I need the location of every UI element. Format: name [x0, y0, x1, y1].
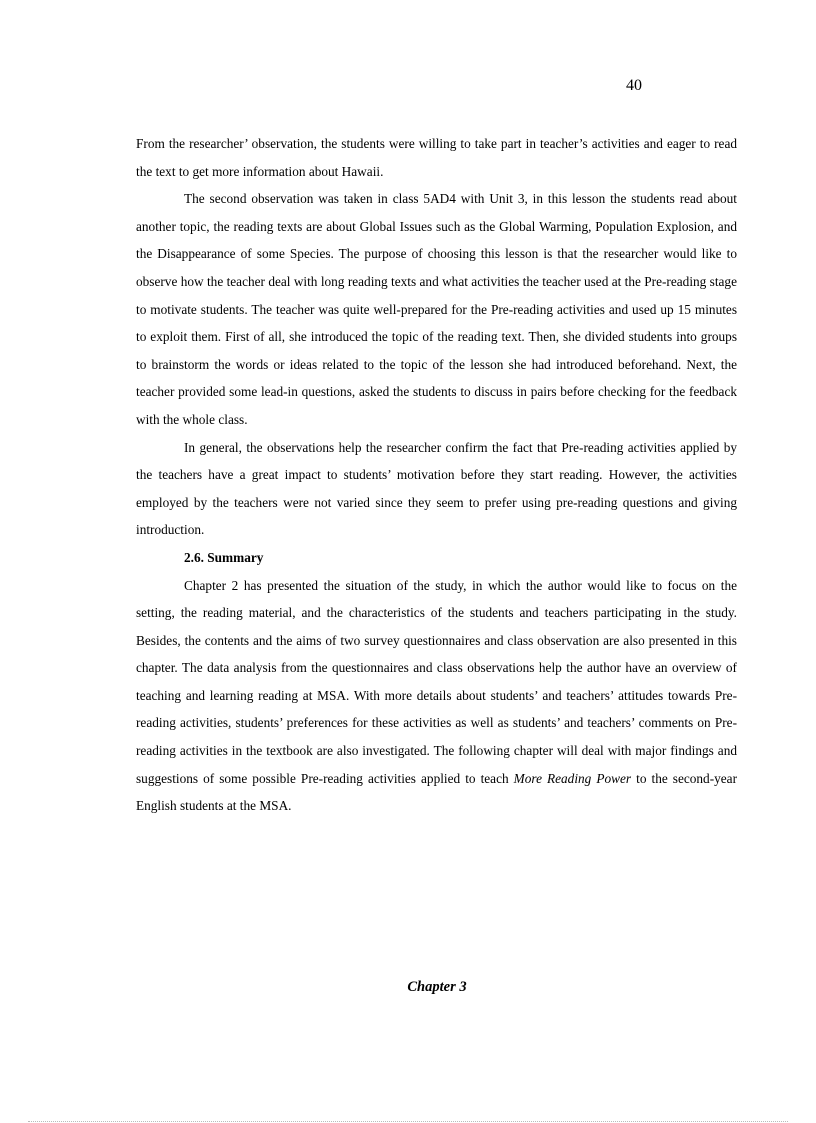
paragraph-general-conclusion: In general, the observations help the researcher confirm the fact that Pre-reading activities applied by the teachers have a great impact to students’ motivation before they start reading. However, the activities employed by the teachers were not varied since they seem to prefer using pre-reading questions and giving introduction. [136, 439, 737, 538]
paragraph-second-observation: The second observation was taken in class 5AD4 with Unit 3, in this lesson the students read about another topic, the reading texts are about Global Issues such as the Global Warming, Population Explosion, and the Disappearance of some Species. The purpose of choosing this lesson is that the researcher would like to observe how the teacher deal with long reading texts and what activities the teacher used at the Pre-reading stage to motivate students. The teacher was quite well-prepared for the Pre-reading activities and used up 15 minutes to exploit them. First of all, she introduced the topic of the reading text. Then, she divided students into groups to brainstorm the words or ideas related to the topic of the lesson she had introduced beforehand. Next, the teacher provided some lead-in questions, asked the students to discuss in pairs before checking for the feedback with the whole class. [136, 191, 737, 427]
page-number: 40 [626, 77, 642, 94]
page-bottom-rule [28, 1121, 788, 1122]
body-text [136, 130, 737, 820]
book-title: More Reading Power [513, 770, 632, 786]
chapter-title: Chapter 3 [407, 979, 467, 995]
paragraph-chapter-summary [136, 572, 737, 820]
summary-text-end: to the second-year English students at the MSA. [136, 770, 738, 814]
section-heading: 2.6. Summary [184, 549, 264, 565]
summary-text-start: Chapter 2 has presented the situation of the study, in which the author would like to focus on the setting, the reading material, and the characteristics of the students and teachers participating in the study. Besides, the contents and the aims of two survey questionnaires and class observation are also presented in this chapter. The data analysis from the questionnaires and class observations help the author have an overview of teaching and learning reading at MSA. With more details about students’ and teachers’ attitudes towards Pre-reading activities, students’ preferences for these activities as well as students’ and teachers’ comments on Pre-reading activities in the textbook are also investigated. The following chapter will deal with major findings and suggestions of some possible Pre-reading activities applied to teach [136, 577, 737, 786]
paragraph-observation-summary: From the researcher’ observation, the students were willing to take part in teacher’s activities and eager to read the text to get more information about Hawaii. [136, 136, 737, 179]
